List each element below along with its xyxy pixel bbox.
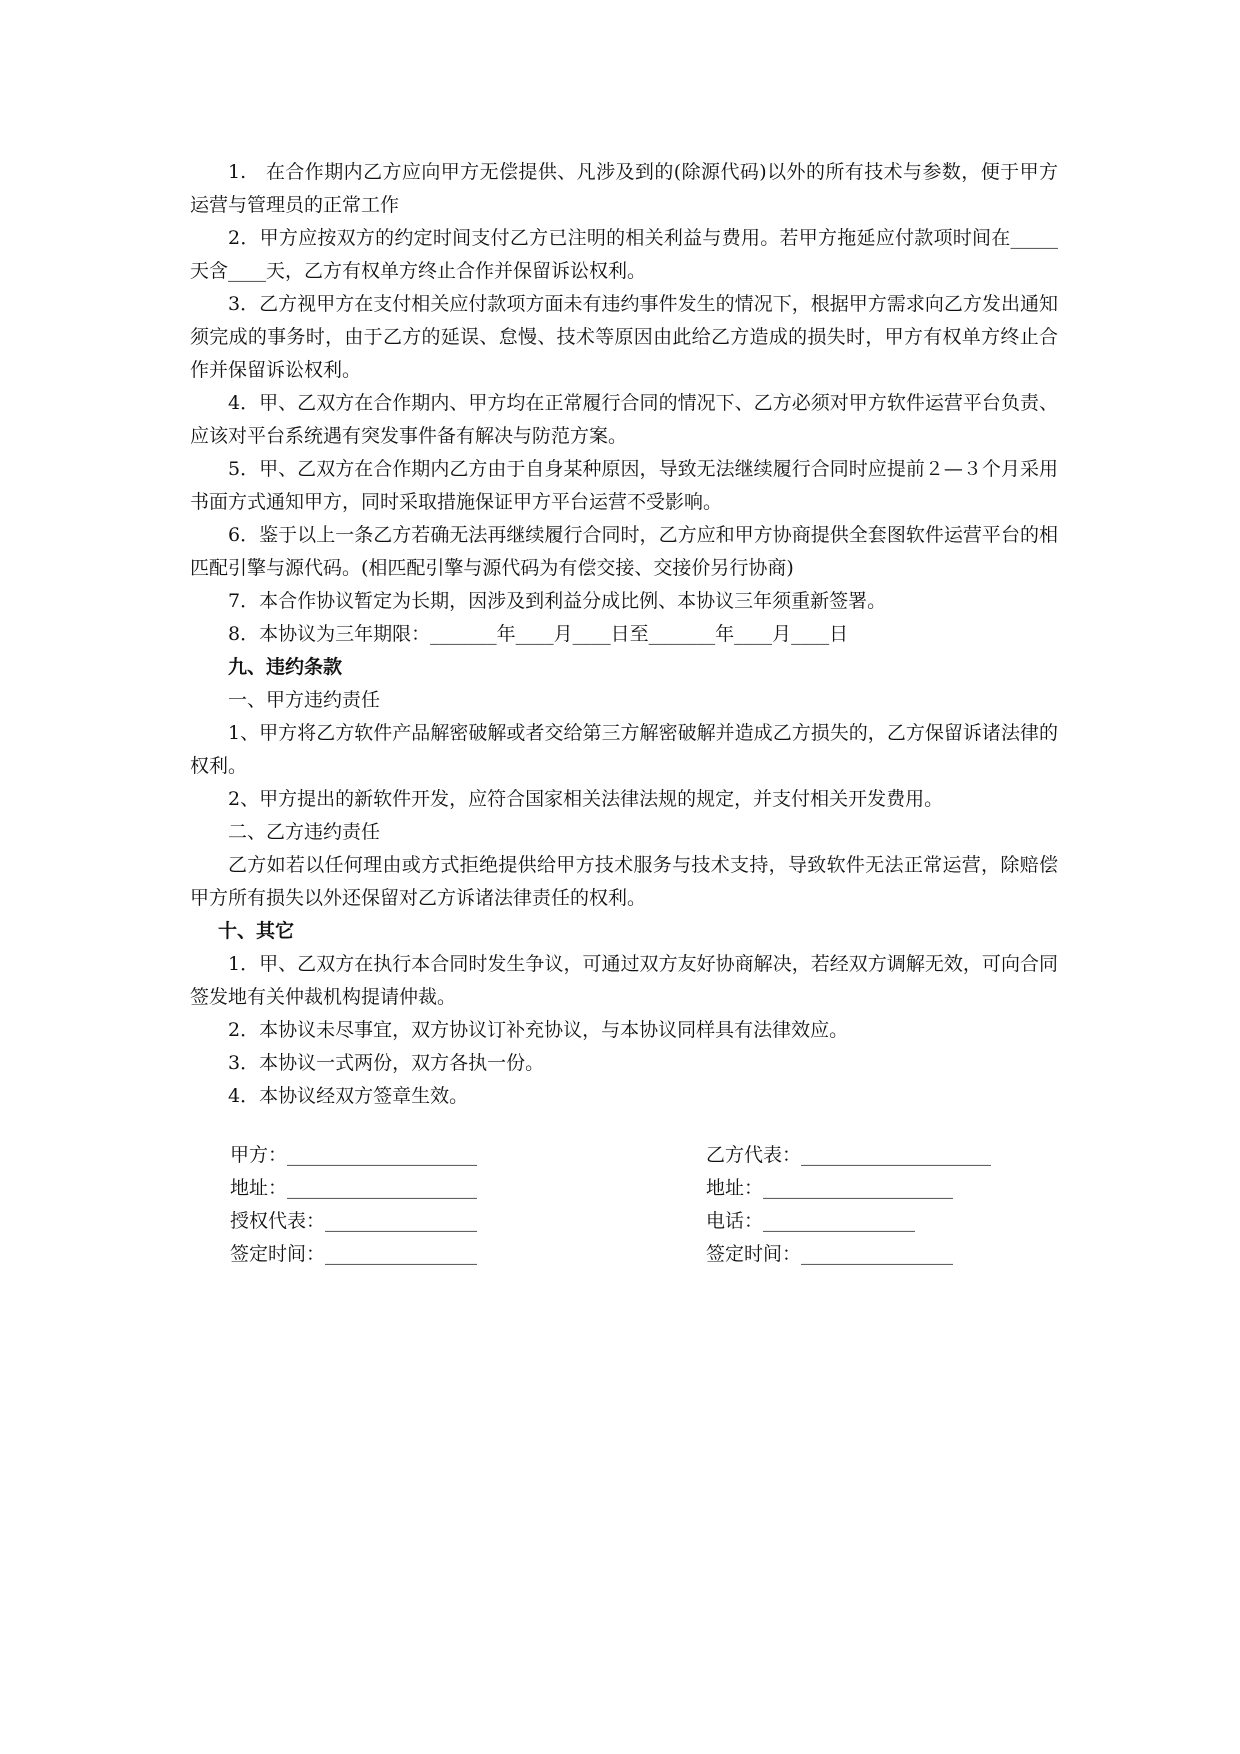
clause-8: 8．本协议为三年期限：_______年____月____日至_______年____月____日 xyxy=(228,623,849,645)
signature-row xyxy=(230,1205,1030,1238)
clause-2: 2．甲方应按双方的约定时间支付乙方已注明的相关利益与费用。若甲方拖延应付款项时间在_____天含____天，乙方有权单方终止合作并保留诉讼权利。 xyxy=(190,227,1058,282)
clause-4: 4．甲、乙双方在合作期内、甲方均在正常履行合同的情况下、乙方必须对甲方软件运营平台负责、 应该对平台系统遇有突发事件备有解决与防范方案。 xyxy=(190,392,1065,447)
signature-row xyxy=(230,1172,1030,1205)
party-b-date-field: 签定时间：________________ xyxy=(706,1243,954,1265)
clause-6: 6．鉴于以上一条乙方若确无法再继续履行合同时，乙方应和甲方协商提供全套图软件运营平台的相匹配引擎与源代码。(相匹配引擎与源代码为有偿交接、交接价另行协商) xyxy=(190,524,1058,579)
clause-1: 1. 在合作期内乙方应向甲方无偿提供、凡涉及到的(除源代码)以外的所有技术与参数，便于甲方运营与管理员的正常工作 xyxy=(190,161,1058,216)
section-10-item-1: 1．甲、乙双方在执行本合同时发生争议，可通过双方友好协商解决，若经双方调解无效，可向合同签发地有关仲裁机构提请仲裁。 xyxy=(190,953,1058,1008)
section-9-item-1: 1、甲方将乙方软件产品解密破解或者交给第三方解密破解并造成乙方损失的，乙方保留诉诸法律的权利。 xyxy=(190,722,1058,777)
party-a-address-field: 地址：____________________ xyxy=(230,1177,478,1199)
party-b-phone-field: 电话：________________ xyxy=(706,1210,916,1232)
section-9-sub-2: 二、乙方违约责任 xyxy=(228,821,381,843)
section-9-sub-1: 一、甲方违约责任 xyxy=(228,689,381,711)
section-10-heading: 十、其它 xyxy=(218,920,295,942)
contract-body xyxy=(190,156,1065,1113)
party-b-address-field: 地址：____________________ xyxy=(706,1177,954,1199)
section-10-item-2: 2．本协议未尽事宜，双方协议订补充协议，与本协议同样具有法律效应。 xyxy=(228,1019,849,1041)
party-b-rep-field: 乙方代表：____________________ xyxy=(706,1144,992,1166)
clause-7: 7．本合作协议暂定为长期，因涉及到利益分成比例、本协议三年须重新签署。 xyxy=(228,590,887,612)
party-a-field: 甲方：____________________ xyxy=(230,1144,478,1166)
section-10-item-3: 3．本协议一式两份，双方各执一份。 xyxy=(228,1052,545,1074)
party-a-date-field: 签定时间：________________ xyxy=(230,1243,478,1265)
signature-row xyxy=(230,1238,1030,1271)
clause-3: 3．乙方视甲方在支付相关应付款项方面未有违约事件发生的情况下，根据甲方需求向乙方发出通知须完成的事务时，由于乙方的延误、怠慢、技术等原因由此给乙方造成的损失时，甲方有权单方终止合作并保留诉讼权利。 xyxy=(190,293,1058,381)
section-9-heading: 九、违约条款 xyxy=(228,656,343,678)
signature-block xyxy=(230,1139,1030,1271)
section-9-item-3: 乙方如若以任何理由或方式拒绝提供给甲方技术服务与技术支持，导致软件无法正常运营，除赔偿甲方所有损失以外还保留对乙方诉诸法律责任的权利。 xyxy=(190,854,1058,909)
signature-row xyxy=(230,1139,1030,1172)
party-a-authorized-rep-field: 授权代表：________________ xyxy=(230,1210,478,1232)
section-10-item-4: 4．本协议经双方签章生效。 xyxy=(228,1085,469,1107)
section-9-item-2: 2、甲方提出的新软件开发，应符合国家相关法律法规的规定，并支付相关开发费用。 xyxy=(228,788,944,810)
clause-5: 5．甲、乙双方在合作期内乙方由于自身某种原因，导致无法继续履行合同时应提前２—３个月采用书面方式通知甲方，同时采取措施保证甲方平台运营不受影响。 xyxy=(190,458,1058,513)
